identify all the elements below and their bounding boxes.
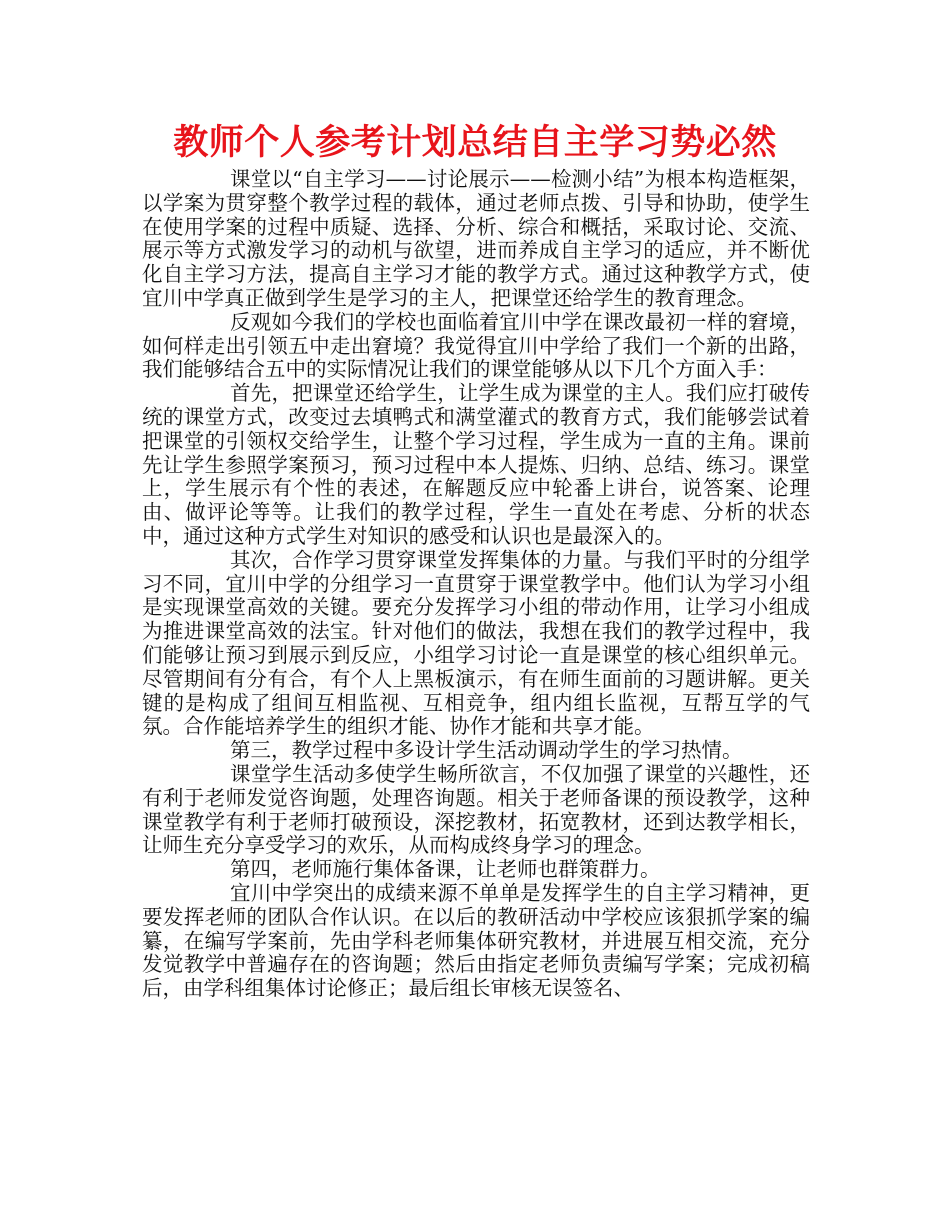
document-title: 教师个人参考计划总结自主学习势必然 xyxy=(173,123,777,163)
paragraph: 第三，教学过程中多设计学生活动调动学生的学习热情。 xyxy=(230,738,743,763)
paragraph: 其次，合作学习贯穿课堂发挥集体的力量。与我们平时的分组学习不同，宜川中学的分组学习一直贯穿于课堂教学中。他们认为学习小组是实现课堂高效的关键。要充分发挥学习小组的带动作用，让学习小组成为推进课堂高效的法宝。针对他们的做法，我想在我们的教学过程中，我们能够让预习到展示到反应，小组学习讨论一直是课堂的核心组织单元。尽管期间有分有合，有个人上黑板演示，有在师生面前的习题讲解。更关键的是构成了组间互相监视、互相竞争，组内组长监视，互帮互学的气氛。合作能培养学生的组织才能、协作才能和共享才能。 xyxy=(142,547,810,739)
paragraph: 宜川中学突出的成绩来源不单单是发挥学生的自主学习精神，更要发挥老师的团队合作认识。在以后的教研活动中学校应该狠抓学案的编纂，在编写学案前，先由学科老师集体研究教材，并进展互相交流，充分发觉教学中普遍存在的咨询题；然后由指定老师负责编写学案；完成初稿后，由学科组集体讨论修正；最后组长审核无误签名、 xyxy=(142,880,810,1001)
paragraph: 第四，老师施行集体备课，让老师也群策群力。 xyxy=(230,857,661,882)
document-body xyxy=(142,168,810,1001)
paragraph: 课堂学生活动多使学生畅所欲言，不仅加强了课堂的兴趣性，还有利于老师发觉咨询题，处理咨询题。相关于老师备课的预设教学，这种课堂教学有利于老师打破预设，深挖教材，拓宽教材，还到达教学相长，让师生充分享受学习的欢乐，从而构成终身学习的理念。 xyxy=(142,761,810,858)
paragraph: 反观如今我们的学校也面临着宜川中学在课改最初一样的窘境，如何样走出引领五中走出窘境？我觉得宜川中学给了我们一个新的出路，我们能够结合五中的实际情况让我们的课堂能够从以下几个方面入手： xyxy=(142,309,810,382)
paragraph: 首先，把课堂还给学生，让学生成为课堂的主人。我们应打破传统的课堂方式，改变过去填鸭式和满堂灌式的教育方式，我们能够尝试着把课堂的引领权交给学生，让整个学习过程，学生成为一直的主角。课前先让学生参照学案预习，预习过程中本人提炼、归纳、总结、练习。课堂上，学生展示有个性的表述，在解题反应中轮番上讲台，说答案、论理由、做评论等等。让我们的教学过程，学生一直处在考虑、分析的状态中，通过这种方式学生对知识的感受和认识也是最深入的。 xyxy=(142,381,810,548)
paragraph: 课堂以“自主学习——讨论展示——检测小结”为根本构造框架，以学案为贯穿整个教学过程的载体，通过老师点拨、引导和协助，使学生在使用学案的过程中质疑、选择、分析、综合和概括，采取讨论、交流、展示等方式激发学习的动机与欲望，进而养成自主学习的适应，并不断优化自主学习方法，提高自主学习才能的教学方式。通过这种教学方式，使宜川中学真正做到学生是学习的主人，把课堂还给学生的教育理念。 xyxy=(142,167,810,310)
